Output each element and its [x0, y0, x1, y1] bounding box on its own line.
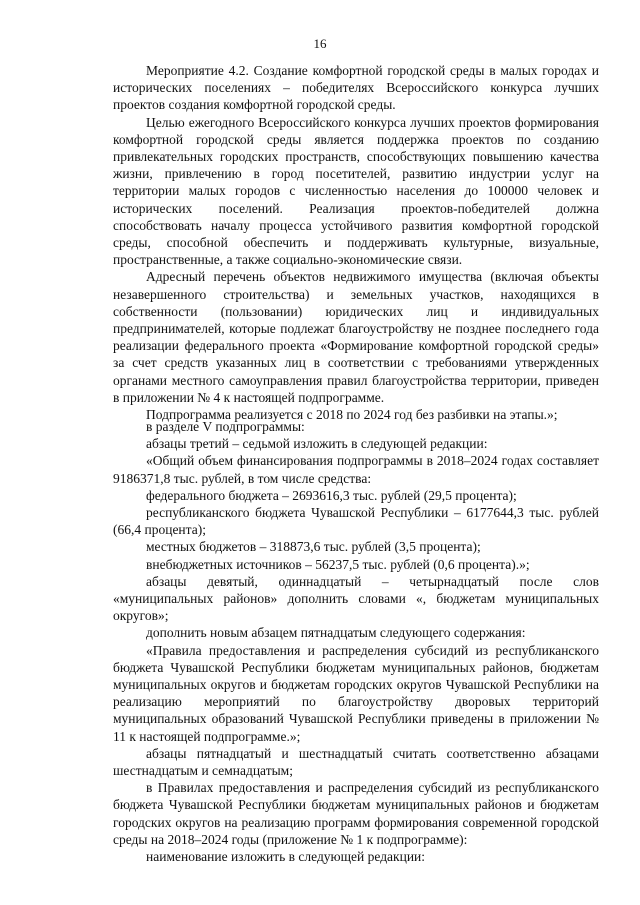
paragraph: Подпрограмма реализуется с 2018 по 2024 год без разбивки на этапы.»;: [146, 407, 558, 423]
page-number: 16: [313, 36, 327, 51]
paragraph: дополнить новым абзацем пятнадцатым следующего содержания:: [146, 625, 526, 641]
paragraph: республиканского бюджета Чувашской Республики – 6177644,3 тыс. рублей (66,4 процента);: [113, 505, 599, 538]
paragraph: Адресный перечень объектов недвижимого имущества (включая объекты незавершенного строительства) и земельных участков, находящихся в собственности (пользовании) юридических лиц и индивидуальных предпринимателей, которые подлежат благоустройству не позднее последнего года реализации федерального проекта «Формирование комфортной городской среды» за счет средств указанных лиц в соответствии с требованиями утвержденных органами местного самоуправления правил благоустройства территории, приведен в приложении № 4 к настоящей подпрограмме.: [113, 269, 599, 405]
paragraph: местных бюджетов – 318873,6 тыс. рублей (3,5 процента);: [146, 539, 481, 555]
paragraph: абзацы девятый, одиннадцатый – четырнадцатый после слов «муниципальных районов» дополнить словами «, бюджетам муниципальных округов»;: [113, 573, 599, 624]
paragraph: Целью ежегодного Всероссийского конкурса лучших проектов формирования комфортной городской среды является поддержка проектов по созданию привлекательных городских пространств, способствующих повышению качества жизни, привлечению в город посетителей, развитию индустрии услуг на территории малых городов с численностью населения до 100000 человек и исторических поселений. Реализация проектов-победителей должна способствовать началу процесса устойчивого развития комфортной городской среды, способной обеспечить и поддерживать культурные, визуальные, пространственные, а также социально-экономические связи.: [113, 114, 599, 268]
paragraph: в разделе V подпрограммы:: [146, 419, 305, 434]
text-block-bottom: [113, 418, 599, 865]
paragraph: Мероприятие 4.2. Создание комфортной городской среды в малых городах и исторических поселениях – победителях Всероссийского конкурса лучших проектов создания комфортной городской среды.: [113, 63, 599, 113]
paragraph: «Правила предоставления и распределения субсидий из республиканского бюджета Чувашской Республики бюджетам муниципальных районов, бюджетам муниципальных округов и бюджетам городских округов Чувашской Республики на реализацию мероприятий по благоустройству дворовых территорий муниципальных образований Чувашской Республики приведены в приложении № 11 к настоящей подпрограмме.»;: [113, 642, 599, 744]
paragraph: в Правилах предоставления и распределения субсидий из республиканского бюджета Чувашской Республики бюджетам муниципальных районов и бюджетам городских округов на реализацию программ формирования современной городской среды на 2018–2024 годы (приложение № 1 к подпрограмме):: [113, 780, 599, 847]
paragraph: наименование изложить в следующей редакции:: [146, 849, 426, 865]
paragraph: «Общий объем финансирования подпрограммы в 2018–2024 годах составляет 9186371,8 тыс. рублей, в том числе средства:: [113, 453, 599, 486]
paragraph: абзацы третий – седьмой изложить в следующей редакции:: [146, 436, 488, 452]
paragraph: абзацы пятнадцатый и шестнадцатый считать соответственно абзацами шестнадцатым и семнадцатым;: [113, 745, 599, 779]
paragraph: внебюджетных источников – 56237,5 тыс. рублей (0,6 процента).»;: [146, 556, 530, 572]
text-block-top: [113, 62, 599, 423]
paragraph: федерального бюджета – 2693616,3 тыс. рублей (29,5 процента);: [146, 487, 517, 503]
